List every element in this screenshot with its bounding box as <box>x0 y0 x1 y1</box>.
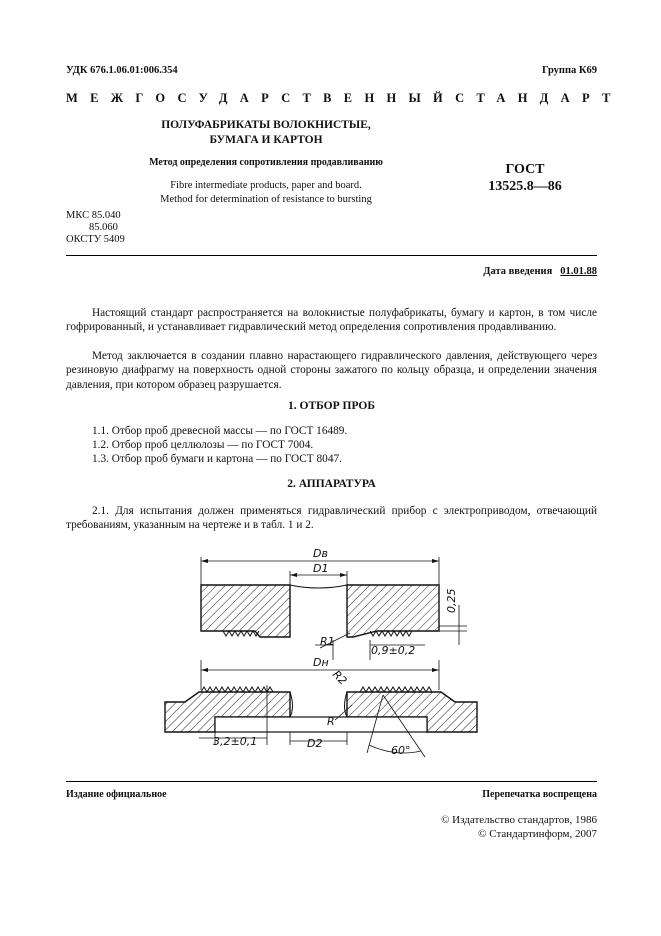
header-divider <box>66 255 597 256</box>
dim-angle-label: 60° <box>391 744 411 757</box>
section-1-item-2: 1.2. Отбор проб целлюлозы — по ГОСТ 7004. <box>92 439 314 451</box>
lower-base <box>165 685 477 757</box>
dim-dn-label: Dн <box>313 656 329 669</box>
footer-divider <box>66 781 597 782</box>
section-1-item-1: 1.1. Отбор проб древесной массы — по ГОСТ 16489. <box>92 425 348 437</box>
interstate-standard-banner <box>66 91 623 106</box>
lower-dimensions <box>201 656 439 690</box>
dim-d1-label: D1 <box>313 562 329 575</box>
dim-025-label: 0,25 <box>445 588 458 613</box>
method-paragraph: Метод заключается в создании плавно нарастающего гидравлического давления, действующего через резиновую диафрагму на поверхность одной стороны зажатого по кольцу образца, и определении значения давления, при котором образец разрушается. <box>66 350 597 391</box>
dim-db-label: Dв <box>313 547 328 560</box>
dim-r1-label: R1 <box>320 635 335 648</box>
upper-clamp <box>201 585 439 637</box>
section-2-title: 2. АППАРАТУРА <box>287 478 376 490</box>
title-line-2: БУМАГА И КАРТОН <box>209 134 323 146</box>
reprint-prohibited: Перепечатка воспрещена <box>482 789 597 800</box>
interstate-word: МЕЖГОСУДАРСТВЕННЫЙ <box>66 91 456 105</box>
mks-code-1: МКС 85.040 <box>66 210 121 221</box>
gost-label: ГОСТ <box>505 162 545 177</box>
copyright-1986: © Издательство стандартов, 1986 <box>441 814 597 826</box>
introduction-date-label: Дата введения <box>483 266 553 277</box>
section-1-title: 1. ОТБОР ПРОБ <box>288 400 375 412</box>
english-title-line-2: Method for determination of resistance to bursting <box>160 194 372 205</box>
group-code: Группа К69 <box>541 65 597 76</box>
dim-r-label: R <box>327 715 335 728</box>
udk-code: УДК 676.1.06.01:006.354 <box>66 65 178 76</box>
apparatus-drawing <box>155 545 485 770</box>
classification-codes <box>66 210 125 246</box>
introduction-date-value: 01.01.88 <box>560 266 597 277</box>
copyright-2007: © Стандартинформ, 2007 <box>478 828 597 840</box>
english-title <box>96 179 436 207</box>
dim-09-label: 0,9±0,2 <box>371 644 416 657</box>
gost-number: 13525.8—86 <box>488 179 562 194</box>
dim-d2-label: D2 <box>307 737 323 750</box>
section-2-1-paragraph: 2.1. Для испытания должен применяться гидравлический прибор с электроприводом, отвечающий требованиям, указанным на чертеже и в табл. 1 и 2. <box>66 505 597 532</box>
dim-r2-label: R2 <box>329 667 350 688</box>
dim-32-label: 3,2±0,1 <box>213 735 258 748</box>
scope-paragraph: Настоящий стандарт распространяется на волокнистые полуфабрикаты, бумагу и картон, в том числе гофрированный, и устанавливает гидравлический метод определения сопротивления продавливанию. <box>66 307 597 334</box>
introduction-date <box>483 266 597 277</box>
okstu-code: ОКСТУ 5409 <box>66 234 125 245</box>
gost-designation <box>470 161 580 195</box>
section-1-item-3: 1.3. Отбор проб бумаги и картона — по ГОСТ 8047. <box>92 453 342 465</box>
standard-word: СТАНДАРТ <box>455 91 623 105</box>
method-title: Метод определения сопротивления продавливанию <box>149 157 383 168</box>
title-line-1: ПОЛУФАБРИКАТЫ ВОЛОКНИСТЫЕ, <box>161 119 371 131</box>
english-title-line-1: Fibre intermediate products, paper and board. <box>170 180 362 191</box>
official-edition: Издание официальное <box>66 789 167 800</box>
mks-code-2: 85.060 <box>89 222 118 233</box>
